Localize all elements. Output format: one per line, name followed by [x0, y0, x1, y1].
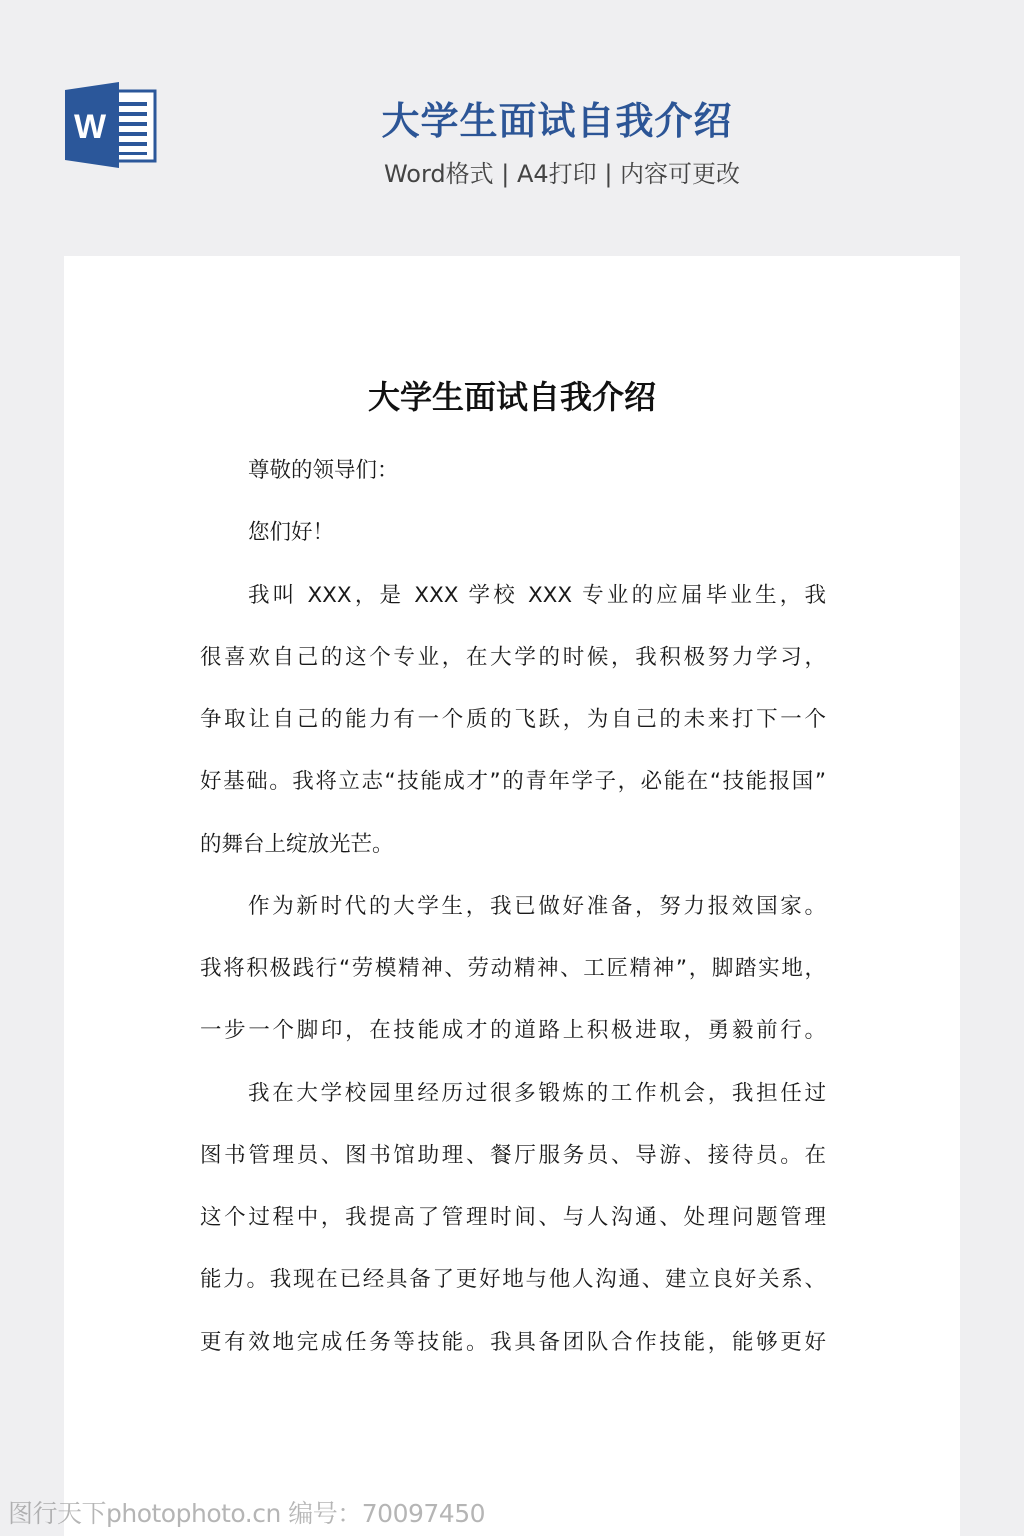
- document-line: 好基础。我将立志“技能成才”的青年学子，必能在“技能报国”: [200, 769, 826, 794]
- document-line: 作为新时代的大学生，我已做好准备，努力报效国家。: [248, 894, 826, 919]
- document-line: 能力。我现在已经具备了更好地与他人沟通、建立良好关系、: [200, 1267, 826, 1292]
- header-title: 大学生面试自我介绍: [381, 99, 733, 143]
- document-line: 您们好！: [248, 520, 335, 545]
- document-line: 一步一个脚印，在技能成才的道路上积极进取，勇毅前行。: [200, 1018, 826, 1043]
- word-icon-letter: W: [73, 108, 107, 146]
- document-line: 我叫 XXX，是 XXX 学校 XXX 专业的应届毕业生，我: [248, 583, 826, 608]
- document-line: 图书管理员、图书馆助理、餐厅服务员、导游、接待员。在: [200, 1143, 826, 1168]
- document-title: 大学生面试自我介绍: [367, 378, 656, 416]
- document-line: 这个过程中，我提高了管理时间、与人沟通、处理问题管理: [200, 1205, 826, 1230]
- watermark: 图行天下photophoto.cn 编号：70097450: [8, 1499, 486, 1528]
- document-line: 我将积极践行“劳模精神、劳动精神、工匠精神”，脚踏实地，: [200, 956, 826, 981]
- document-line: 的舞台上绽放光芒。: [200, 832, 394, 857]
- header-subtitle: Word格式 | A4打印 | 内容可更改: [383, 160, 741, 188]
- document-line: 很喜欢自己的这个专业，在大学的时候，我积极努力学习，: [200, 645, 826, 670]
- document-line: 我在大学校园里经历过很多锻炼的工作机会，我担任过: [248, 1081, 826, 1106]
- document-line: 尊敬的领导们：: [248, 458, 399, 483]
- document-line: 争取让自己的能力有一个质的飞跃，为自己的未来打下一个: [200, 707, 826, 732]
- document-line: 更有效地完成任务等技能。我具备团队合作技能，能够更好: [200, 1330, 826, 1355]
- header-banner: [0, 0, 1024, 230]
